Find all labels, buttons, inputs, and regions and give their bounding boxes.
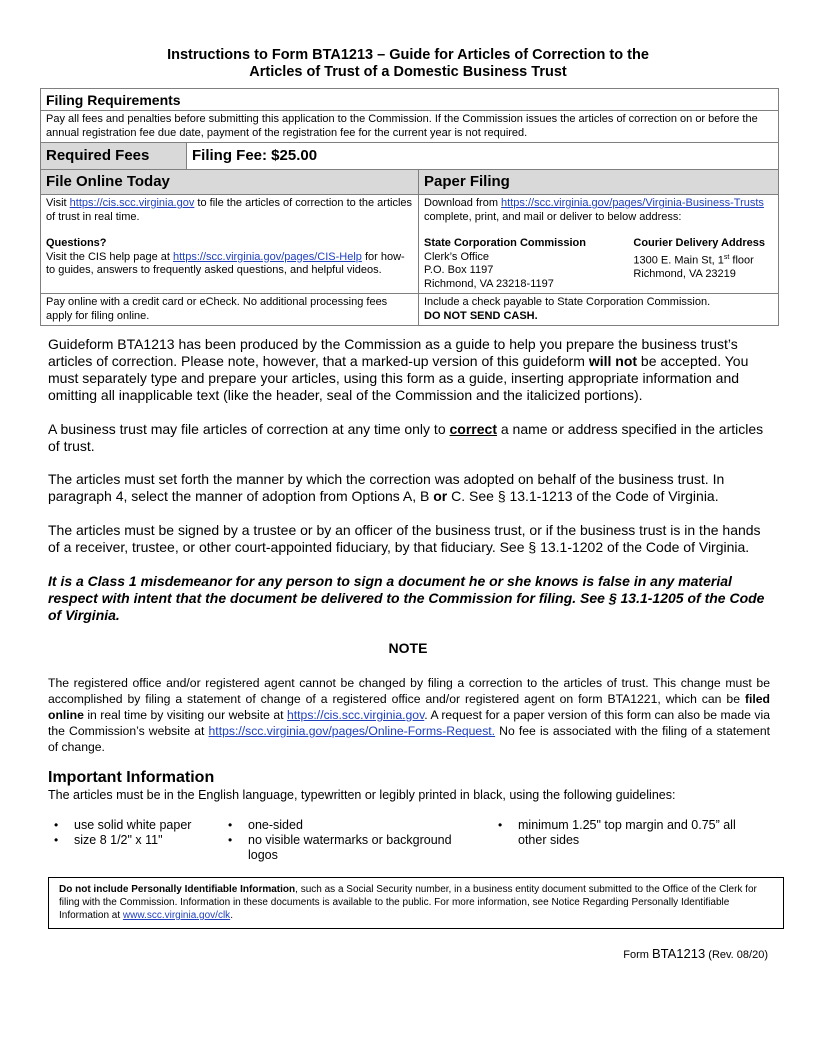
note-paragraph: The registered office and/or registered agent cannot be changed by filing a correction to the articles of trust. This change must be accomplished by filing a statement of change of a registered office and/or registered agent on form BTA1221, which can be filed online in real time by visiting our website at https://cis.scc.virginia.gov. A request for a paper version of this form can also be made via the Commission’s website at https://scc.virginia.gov/pages/Online-Forms-Request. No fee is associated with the filing of a statement of change. — [48, 676, 770, 754]
filing-fee-value: Filing Fee: $25.00 — [187, 143, 779, 170]
online-visit-text: Visit https://cis.scc.virginia.gov to file the articles of correction to the articles of trust in real time. — [46, 197, 413, 223]
mail-line: P.O. Box 1197 — [424, 264, 494, 276]
title-line-2: Articles of Trust of a Domestic Business Trust — [249, 64, 567, 80]
form-footer: Form BTA1213 (Rev. 08/20) — [623, 946, 768, 961]
page-title — [40, 47, 776, 81]
filing-requirements-heading: Filing Requirements — [46, 92, 181, 108]
form-code: BTA1213 — [651, 946, 706, 961]
guidelines-column-2 — [222, 818, 472, 863]
paper-payment-cell — [419, 294, 779, 326]
mail-address — [424, 237, 586, 291]
file-online-heading: File Online Today — [41, 170, 419, 195]
courier-address-heading: Courier Delivery Address — [633, 237, 766, 249]
courier-line: Richmond, VA 23219 — [633, 267, 736, 280]
filing-requirements-text: Pay all fees and penalties before submitting this application to the Commission. If the Commission issues the articles of correction on or before the annual registration fee due date, payment of the registration fee for the current year is not required. — [41, 111, 779, 143]
cis-website-link[interactable]: https://cis.scc.virginia.gov — [287, 708, 425, 722]
guideline-item: • one-sided — [222, 818, 472, 833]
questions-text: Visit the CIS help page at https://scc.virginia.gov/pages/CIS-Help for how-to guides, answers to frequently asked questions, and helpful videos. — [46, 250, 405, 276]
clerk-website-link[interactable]: www.scc.virginia.gov/clk — [122, 910, 231, 921]
pii-notice-box: Do not include Personally Identifiable Information, such as a Social Security number, in a business entity document submitted to the Office of the Clerk for filing with the Commission. Information in these documents is available to the public. For more information, see Notice Regarding Personally Identifiable Information at www.scc.virginia.gov/clk. — [48, 877, 784, 929]
courier-line: 1300 E. Main St, 1st floor — [633, 253, 754, 267]
guidelines-column-3 — [492, 818, 762, 848]
adoption-paragraph: The articles must set forth the manner by which the correction was adopted on behalf of the business trust. In paragraph 4, select the manner of adoption from Options A, B or C. See § 13.1-1213 of the Code of Virginia. — [48, 471, 725, 504]
important-information-heading: Important Information — [48, 769, 215, 786]
important-information-text: The articles must be in the English language, typewritten or legibly printed in black, using the following guidelines: — [48, 788, 676, 802]
note-heading: NOTE — [388, 640, 428, 656]
mail-line: Richmond, VA 23218-1197 — [424, 277, 554, 290]
guideform-paragraph: Guideform BTA1213 has been produced by the Commission as a guide to help you prepare the business trust’s articles of correction. Please note, however, that a marked-up version of this guideform will not be accepted. You must separately type and prepare your articles, using this form as a guide, inserting appropriate information and omitting all inapplicable text (like the header, seal of the Commission and the italicized portions). — [48, 336, 749, 403]
mail-line: Clerk’s Office — [424, 250, 490, 263]
required-fees-label: Required Fees — [41, 143, 187, 170]
file-online-cell — [41, 195, 419, 294]
cis-link[interactable]: https://cis.scc.virginia.gov — [69, 197, 195, 209]
online-payment-text: Pay online with a credit card or eCheck. No additional processing fees apply for filing online. — [41, 294, 419, 326]
misdemeanor-warning: It is a Class 1 misdemeanor for any person to sign a document he or she knows is false in any material respect with intent that the document be delivered to the Commission for filing. See § 13.1-1205 of the Code of Virginia. — [48, 573, 765, 623]
address-grid — [424, 237, 773, 291]
guideline-item: • no visible watermarks or background logos — [222, 833, 472, 863]
signature-paragraph: The articles must be signed by a trustee or by an officer of the business trust, or if the business trust is in the hands of a receiver, trustee, or other court-appointed fiduciary, by that fiduciary. See § 13.1-1202 of the Code of Virginia. — [48, 522, 761, 555]
guideline-item: • size 8 1/2" x 11" — [48, 833, 220, 848]
courier-address — [633, 237, 773, 291]
guideline-item: • minimum 1.25" top margin and 0.75” all other sides — [492, 818, 762, 848]
questions-heading: Questions? — [46, 237, 107, 249]
paper-payment-text: Include a check payable to State Corporation Commission. — [424, 296, 711, 308]
paper-download-text: Download from https://scc.virginia.gov/pages/Virginia-Business-Trusts complete, print, and mail or deliver to below address: — [424, 197, 764, 223]
guidelines-column-1 — [48, 818, 220, 848]
business-trusts-link[interactable]: https://scc.virginia.gov/pages/Virginia-Business-Trusts — [501, 197, 764, 209]
online-forms-request-link[interactable]: https://scc.virginia.gov/pages/Online-Forms-Request. — [208, 724, 496, 738]
paper-filing-cell — [419, 195, 779, 294]
filing-requirements-cell — [41, 89, 779, 111]
no-cash-text: DO NOT SEND CASH. — [424, 309, 538, 322]
cis-help-link[interactable]: https://scc.virginia.gov/pages/CIS-Help — [173, 250, 362, 263]
guideline-item: • use solid white paper — [48, 818, 220, 833]
correction-paragraph: A business trust may file articles of correction at any time only to correct a name or address specified in the articles of trust. — [48, 421, 764, 454]
requirements-table — [40, 88, 779, 326]
mail-address-heading: State Corporation Commission — [424, 237, 586, 249]
title-line-1: Instructions to Form BTA1213 – Guide for Articles of Correction to the — [167, 47, 649, 63]
paper-filing-heading: Paper Filing — [419, 170, 779, 195]
